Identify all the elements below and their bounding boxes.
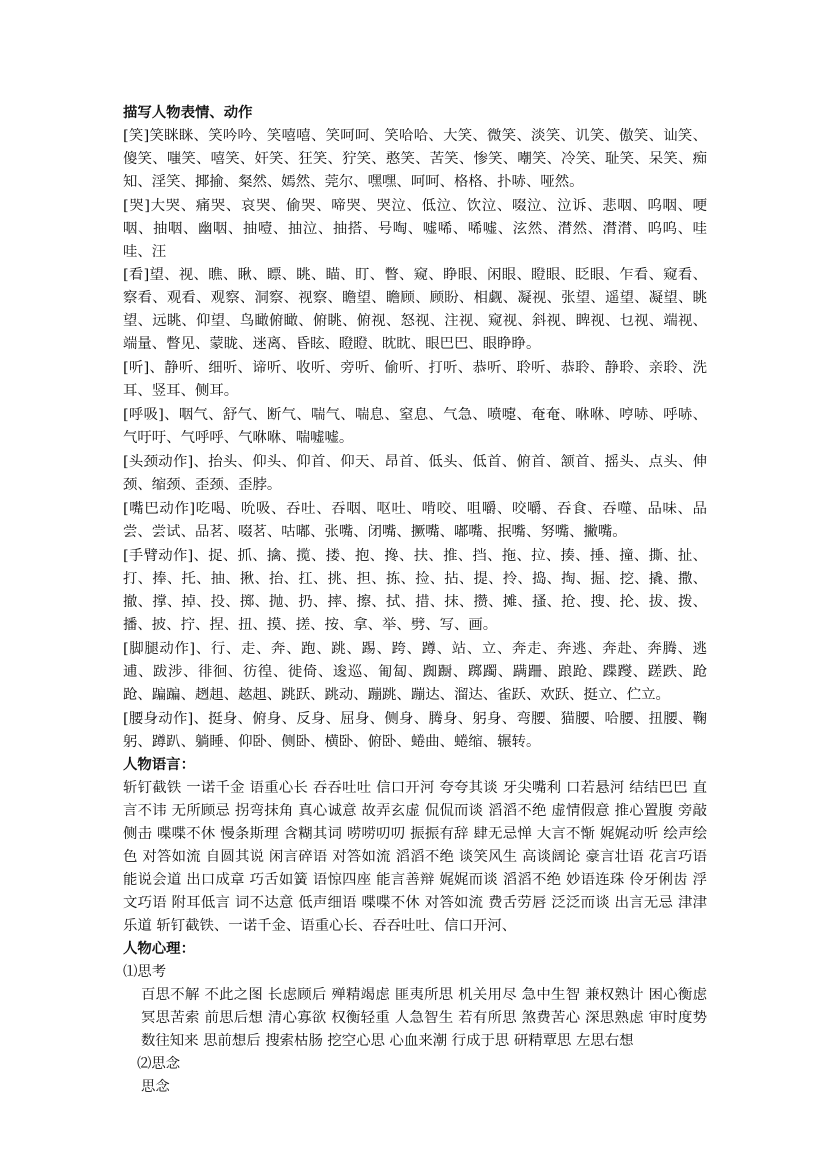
head-neck-paragraph: [头颈动作]、抬头、仰头、仰首、仰天、昂首、低头、低首、俯首、颔首、摇头、点头、伸颈、缩颈、歪颈、歪脖。 bbox=[123, 454, 707, 493]
speech-heading: 人物语言： bbox=[123, 757, 195, 773]
document-body bbox=[123, 102, 707, 1099]
missing-paragraph: 思念 bbox=[141, 1079, 170, 1095]
psychology-heading: 人物心理： bbox=[123, 941, 195, 957]
page-title: 描写人物表情、动作 bbox=[123, 105, 253, 121]
mouth-paragraph: [嘴巴动作]吃喝、吮吸、吞吐、吞咽、呕吐、啃咬、咀嚼、咬嚼、吞食、吞噬、品味、品尝、尝试、品茗、啜茗、咕嘟、张嘴、闭嘴、撅嘴、嘟嘴、抿嘴、努嘴、撇嘴。 bbox=[123, 501, 707, 540]
thinking-paragraph: 百思不解 不此之图 长虑顾后 殚精竭虑 匪夷所思 机关用尽 急中生智 兼权熟计 困心衡虑 冥思苦索 前思后想 清心寡欲 权衡轻重 人急智生 若有所思 煞费苦心 深思熟虑 审时度势 数往知来 思前想后 搜索枯肠 挖空心思 心血来潮 行成于思 研精覃思 左思右想 bbox=[141, 987, 707, 1049]
arm-paragraph: [手臂动作]、捉、抓、擒、揽、搂、抱、搀、扶、推、挡、拖、拉、揍、捶、撞、撕、扯、打、捧、托、抽、揪、抬、扛、挑、担、拣、捡、拈、提、拎、捣、掏、掘、挖、撬、撒、撤、撑、掉、投、掷、抛、扔、摔、擦、拭、措、抹、攒、摊、搔、抢、搜、抡、拔、拨、播、披、拧、捏、扭、摸、搓、按、拿、举、劈、写、画。 bbox=[123, 548, 707, 633]
missing-subheading: ⑵思念 bbox=[137, 1056, 181, 1072]
look-paragraph: [看]望、视、瞧、瞅、瞟、眺、瞄、盯、瞥、窥、睁眼、闲眼、瞪眼、眨眼、乍看、窥看、察看、观看、观察、洞察、视察、瞻望、瞻顾、顾盼、相觑、凝视、张望、遥望、凝望、眺望、远眺、仰望、鸟瞰俯瞰、俯眺、俯视、怒视、注视、窥视、斜视、睥视、乜视、端视、端量、瞥见、蒙眬、迷离、昏眩、瞪瞪、眈眈、眼巴巴、眼睁睁。 bbox=[123, 267, 707, 352]
thinking-subheading: ⑴思考 bbox=[123, 964, 167, 980]
speech-paragraph: 斩钉截铁 一诺千金 语重心长 吞吞吐吐 信口开河 夸夸其谈 牙尖嘴利 口若悬河 结结巴巴 直言不讳 无所顾忌 拐弯抹角 真心诚意 故弄玄虚 侃侃而谈 滔滔不绝 虚情假意 推心置腹 旁敲侧击 喋喋不休 慢条斯理 含糊其词 唠唠叨叨 振振有辞 肆无忌惮 大言不惭 娓娓动听 绘声绘色 对答如流 自圆其说 闲言碎语 对答如流 滔滔不绝 谈笑风生 高谈阔论 豪言壮语 花言巧语 能说会道 出口成章 巧舌如簧 语惊四座 能言善辩 娓娓而谈 滔滔不绝 妙语连珠 伶牙俐齿 浮文巧语 附耳低言 词不达意 低声细语 喋喋不休 对答如流 费舌劳唇 泛泛而谈 出言无忌 津津乐道 斩钉截铁、一诺千金、语重心长、吞吞吐吐、信口开河、 bbox=[123, 780, 707, 934]
listen-paragraph: [听]、静听、细听、谛听、收听、旁听、偷听、打听、恭听、聆听、恭聆、静聆、亲聆、洗耳、竖耳、侧耳。 bbox=[123, 360, 707, 399]
laugh-paragraph: [笑]笑眯眯、笑吟吟、笑嘻嘻、笑呵呵、笑哈哈、大笑、微笑、淡笑、讥笑、傲笑、讪笑、傻笑、嗤笑、嘻笑、奸笑、狂笑、狞笑、憨笑、苦笑、惨笑、嘲笑、冷笑、耻笑、呆笑、痴知、淫笑、揶揄、粲然、嫣然、莞尔、嘿嘿、呵呵、格格、扑哧、哑然。 bbox=[123, 128, 707, 190]
waist-paragraph: [腰身动作]、挺身、俯身、反身、屈身、侧身、腾身、躬身、弯腰、猫腰、哈腰、扭腰、鞠躬、蹲趴、躺睡、仰卧、侧卧、横卧、俯卧、蜷曲、蜷缩、辗转。 bbox=[123, 711, 707, 750]
cry-paragraph: [哭]大哭、痛哭、哀哭、偷哭、啼哭、哭泣、低泣、饮泣、啜泣、泣诉、悲咽、呜咽、哽咽、抽咽、幽咽、抽噎、抽泣、抽搭、号啕、嘘唏、唏嘘、泫然、潸然、潸潸、呜呜、哇哇、汪 bbox=[123, 198, 707, 260]
leg-paragraph: [脚腿动作]、行、走、奔、跑、跳、踢、跨、蹲、站、立、奔走、奔逃、奔赴、奔腾、逃逋、跋涉、徘徊、彷徨、徙倚、逡巡、匍匐、踟蹰、踯躅、蹒跚、踉跄、蹀躞、蹉跌、跄跄、蹁蹁、趔趄、趑趄、跳跃、跳动、蹦跳、蹦达、溜达、雀跃、欢跃、挺立、伫立。 bbox=[123, 641, 707, 703]
breath-paragraph: [呼吸]、咽气、舒气、断气、喘气、喘息、窒息、气急、喷嚏、奄奄、咻咻、哼哧、呼哧、气吁吁、气呼呼、气咻咻、喘嘘嘘。 bbox=[123, 407, 707, 446]
